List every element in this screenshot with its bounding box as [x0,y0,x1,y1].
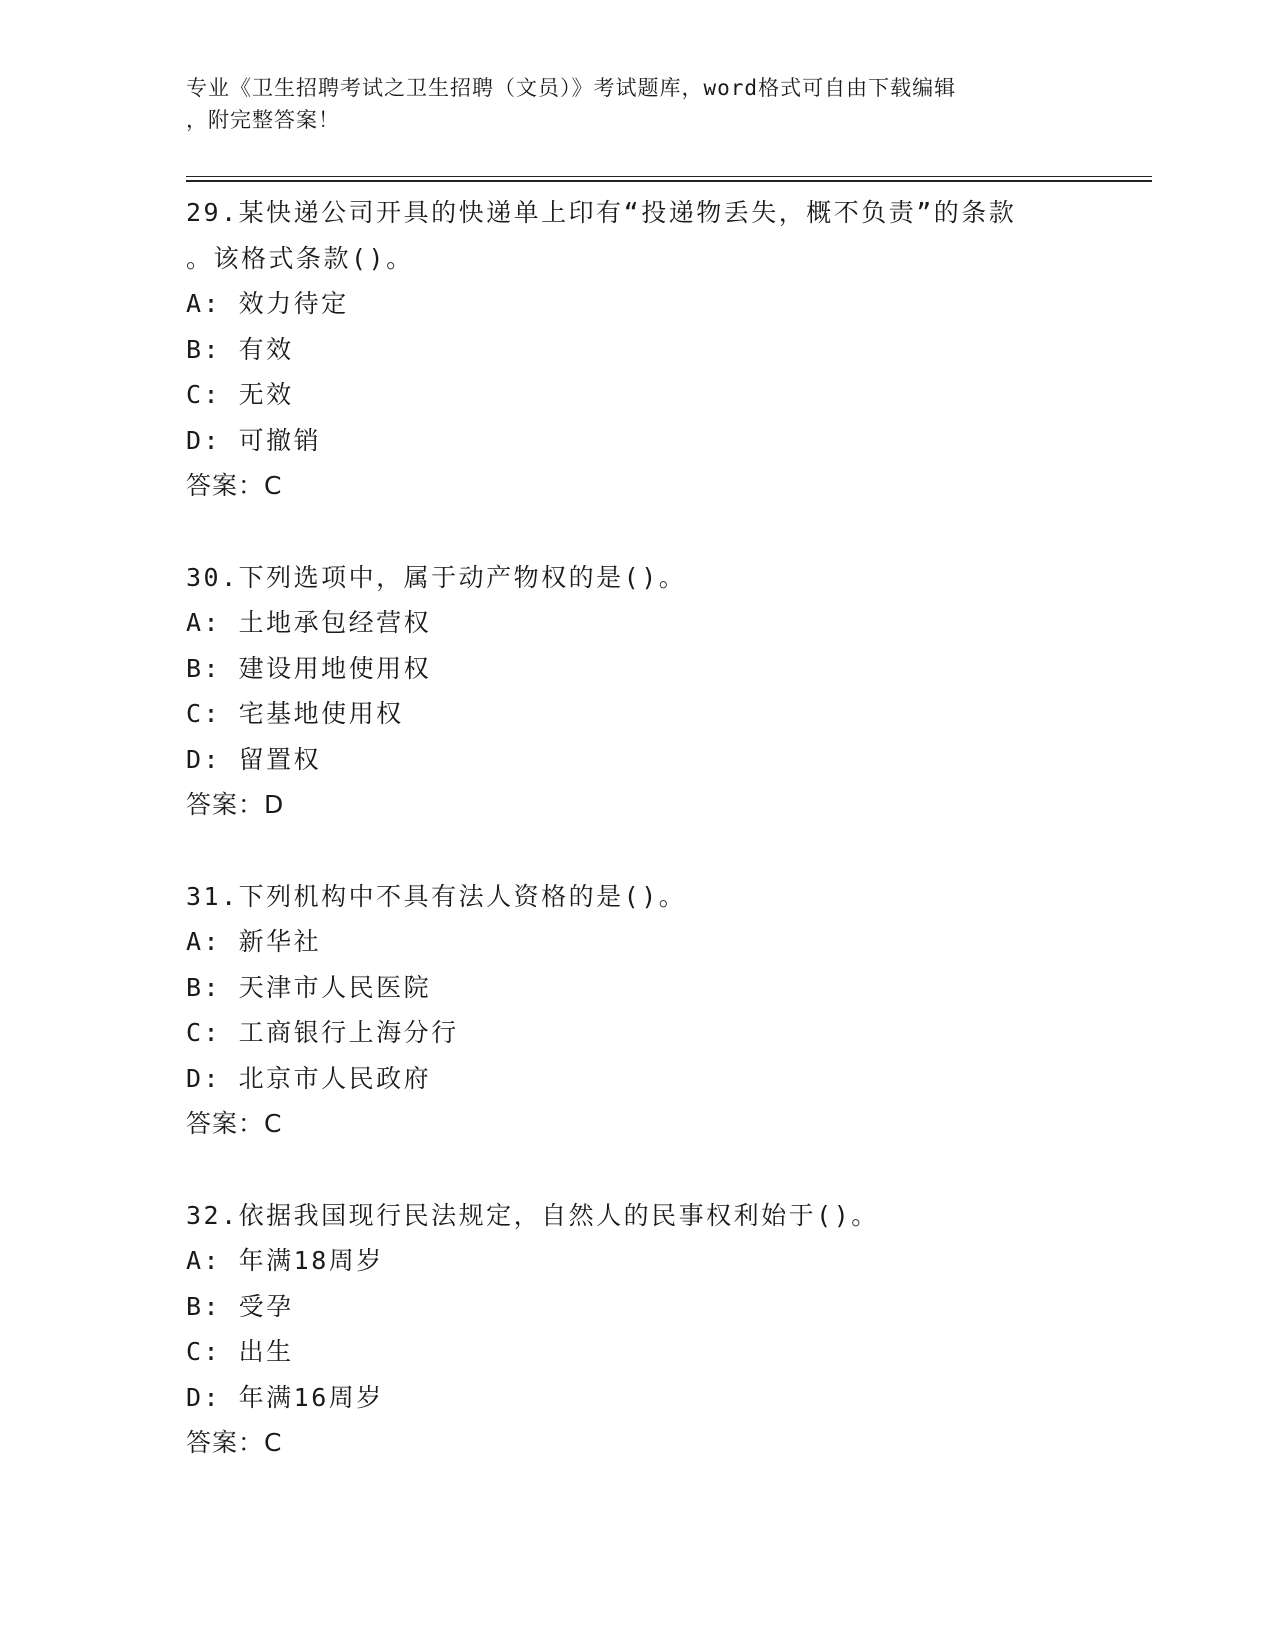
question-stem-continued: 。该格式条款()。 [186,243,414,273]
question-stem: 30.下列选项中，属于动产物权的是()。 [186,562,687,592]
header-divider-thin [186,176,1152,177]
option-b: B: 天津市人民医院 [186,972,432,1002]
header-line-1: 专业《卫生招聘考试之卫生招聘（文员）》考试题库，word格式可自由下载编辑 [186,76,957,100]
answer-line: 答案：C [186,1109,283,1138]
answer-line: 答案：C [186,1428,283,1457]
question-list [186,190,1146,1512]
option-b: B: 受孕 [186,1291,294,1321]
option-d: D: 留置权 [186,744,322,774]
option-a: A: 新华社 [186,927,322,956]
question-29 [186,190,1146,509]
option-c: C: 工商银行上海分行 [186,1018,459,1047]
document-header [186,72,1086,136]
option-a: A: 土地承包经营权 [186,608,432,637]
header-divider-thick [186,180,1152,182]
option-d: D: 可撤销 [186,425,322,455]
header-line-2: ，附完整答案！ [186,108,340,132]
question-32 [186,1193,1146,1466]
option-a: A: 年满18周岁 [186,1246,384,1275]
answer-line: 答案：C [186,471,283,500]
question-30 [186,555,1146,828]
option-d: D: 年满16周岁 [186,1382,384,1412]
answer-line: 答案：D [186,790,285,819]
question-stem: 31.下列机构中不具有法人资格的是()。 [186,881,687,911]
option-c: C: 出生 [186,1337,294,1366]
option-d: D: 北京市人民政府 [186,1063,432,1093]
question-stem: 32.依据我国现行民法规定，自然人的民事权利始于()。 [186,1200,879,1230]
question-stem: 29.某快递公司开具的快递单上印有“投递物丢失，概不负责”的条款 [186,198,1017,227]
option-b: B: 有效 [186,334,294,364]
option-c: C: 无效 [186,380,294,409]
option-a: A: 效力待定 [186,289,349,318]
option-b: B: 建设用地使用权 [186,653,432,683]
question-31 [186,874,1146,1147]
option-c: C: 宅基地使用权 [186,699,404,728]
